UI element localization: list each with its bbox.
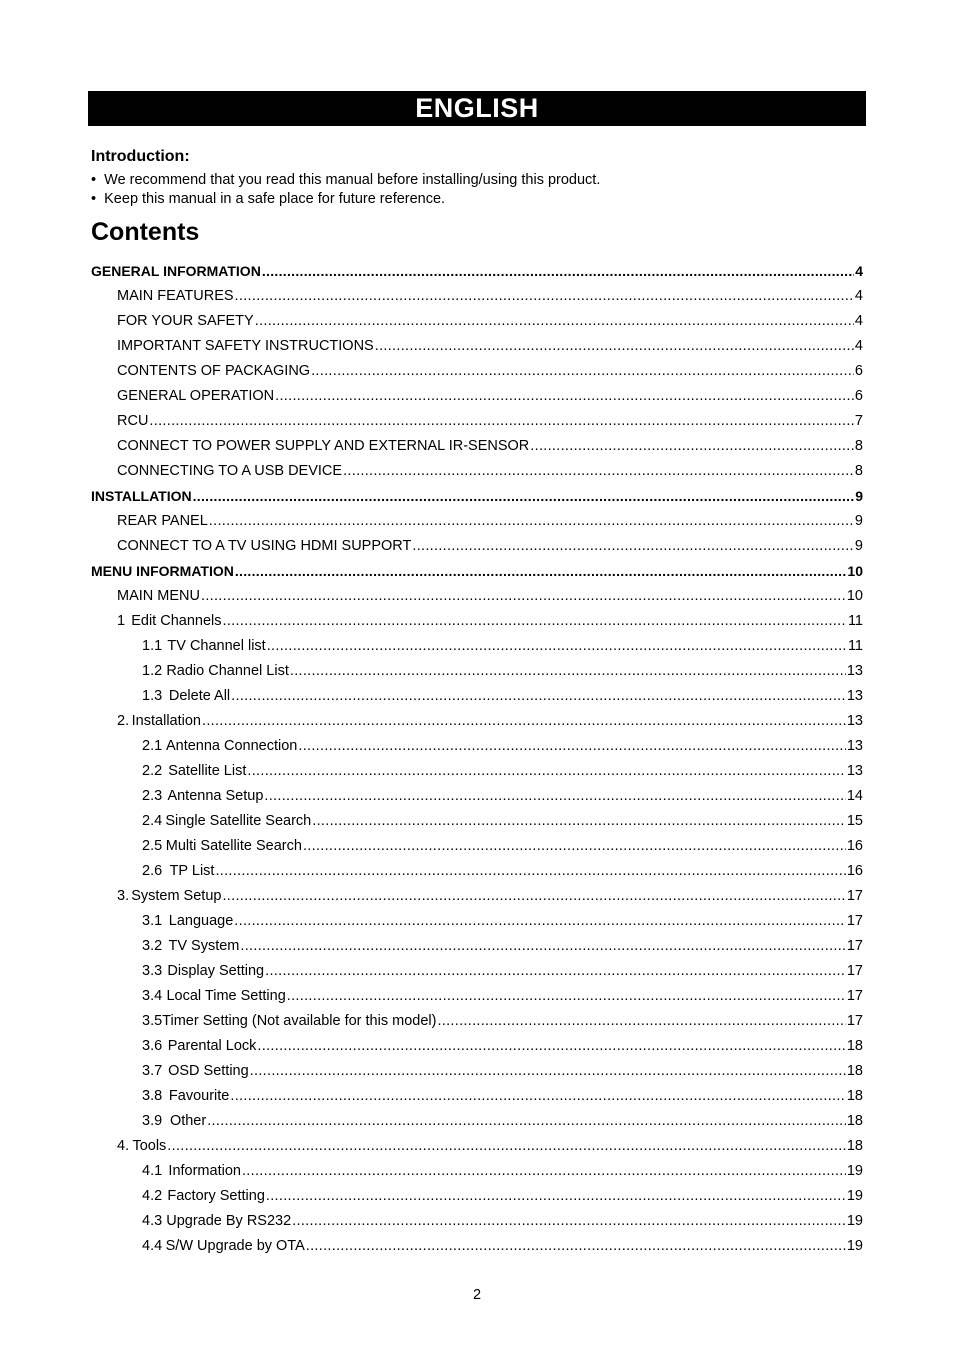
toc-entry-title: Display Setting [167, 963, 265, 979]
toc-entry-number: 2.6 [142, 863, 163, 879]
toc-dot-leader [209, 511, 854, 531]
toc-entry-number: 2. [117, 713, 130, 729]
toc-entry-number: 2.4 [142, 813, 163, 829]
toc-entry[interactable] [142, 761, 863, 781]
toc-dot-leader [290, 661, 846, 681]
toc-entry-number: 1.2 [142, 663, 163, 679]
toc-entry-title: RCU [117, 413, 149, 429]
toc-entry-page: 4 [854, 288, 863, 304]
toc-entry[interactable] [142, 1236, 863, 1256]
toc-entry-title: TP List [169, 863, 215, 879]
toc-entry[interactable] [117, 461, 863, 481]
toc-entry-page: 17 [846, 913, 863, 929]
toc-entry-title: Installation [131, 713, 201, 729]
toc-entry[interactable] [91, 261, 863, 281]
toc-entry[interactable] [142, 1186, 863, 1206]
toc-dot-leader [298, 736, 846, 756]
toc-entry-title: TV Channel list [167, 638, 266, 654]
toc-entry[interactable] [117, 536, 863, 556]
toc-entry-title: Local Time Setting [166, 988, 286, 1004]
toc-entry-page: 6 [854, 363, 863, 379]
toc-entry-title: Upgrade By RS232 [166, 1213, 292, 1229]
toc-entry-title: Language [168, 913, 234, 929]
toc-entry[interactable] [117, 386, 863, 406]
toc-entry[interactable] [142, 686, 863, 706]
toc-dot-leader [264, 786, 845, 806]
toc-entry-title: CONNECTING TO A USB DEVICE [117, 463, 343, 479]
toc-entry-page: 19 [846, 1213, 863, 1229]
toc-entry-page: 18 [846, 1088, 863, 1104]
toc-dot-leader [412, 536, 854, 556]
toc-entry-number: 4.2 [142, 1188, 163, 1204]
toc-entry-number: 1.3 [142, 688, 163, 704]
toc-entry-title: Other [169, 1113, 207, 1129]
toc-entry[interactable] [142, 1211, 863, 1231]
toc-entry[interactable] [117, 511, 863, 531]
toc-entry[interactable] [142, 636, 863, 656]
toc-entry-page: 16 [846, 863, 863, 879]
toc-entry-page: 17 [846, 1013, 863, 1029]
toc-entry-page: 10 [847, 563, 863, 579]
toc-entry-page: 17 [846, 938, 863, 954]
toc-entry-page: 17 [846, 988, 863, 1004]
bullet-text: Keep this manual in a safe place for future reference. [104, 191, 446, 207]
toc-entry-number: 1 [117, 613, 126, 629]
toc-entry-number: 2.5 [142, 838, 163, 854]
toc-entry[interactable] [117, 611, 863, 631]
toc-dot-leader [167, 1136, 846, 1156]
toc-entry-page: 18 [846, 1113, 863, 1129]
toc-entry-page: 13 [846, 663, 863, 679]
toc-entry-page: 14 [846, 788, 863, 804]
toc-entry-page: 13 [846, 713, 863, 729]
toc-entry-number: 2.1 [142, 738, 163, 754]
toc-entry-page: 4 [854, 338, 863, 354]
toc-entry[interactable] [142, 811, 863, 831]
toc-entry-number: 1.1 [142, 638, 163, 654]
toc-dot-leader [292, 1211, 846, 1231]
toc-entry-title: Information [168, 1163, 241, 1179]
toc-entry[interactable] [117, 311, 863, 331]
toc-dot-leader [343, 461, 854, 481]
toc-entry-number: 4.3 [142, 1213, 163, 1229]
toc-entry-page: 4 [855, 263, 863, 279]
toc-entry[interactable] [117, 361, 863, 381]
toc-dot-leader [530, 436, 854, 456]
toc-dot-leader [222, 886, 845, 906]
toc-entry[interactable] [117, 336, 863, 356]
toc-entry-title: Favourite [168, 1088, 230, 1104]
toc-entry[interactable] [142, 836, 863, 856]
toc-dot-leader [312, 811, 846, 831]
toc-entry[interactable] [142, 1036, 863, 1056]
toc-dot-leader [201, 586, 846, 606]
toc-entry-page: 19 [846, 1188, 863, 1204]
page-number: 2 [472, 1287, 482, 1303]
toc-entry-number: 3.4 [142, 988, 163, 1004]
introduction-list [91, 171, 600, 209]
toc-entry-page: 9 [855, 488, 863, 504]
toc-dot-leader [265, 961, 846, 981]
toc-entry-title: Timer Setting (Not available for this model) [162, 1013, 437, 1029]
toc-entry-title: Single Satellite Search [165, 813, 312, 829]
toc-dot-leader [247, 761, 845, 781]
toc-entry-number: 3.8 [142, 1088, 163, 1104]
toc-entry-title: Antenna Setup [167, 788, 264, 804]
toc-entry-number: 3.2 [142, 938, 163, 954]
introduction-bullet: • We recommend that you read this manual before installing/using this product. [91, 172, 601, 188]
toc-entry[interactable] [142, 786, 863, 806]
toc-entry-title: GENERAL OPERATION [117, 388, 275, 404]
toc-entry-title: MAIN MENU [117, 588, 200, 604]
toc-entry-title: System Setup [131, 888, 222, 904]
toc-dot-leader [240, 936, 845, 956]
contents-heading: Contents [91, 218, 200, 246]
toc-entry-page: 11 [847, 613, 863, 629]
toc-entry[interactable] [142, 661, 863, 681]
toc-entry-page: 15 [846, 813, 863, 829]
toc-entry-page: 11 [847, 638, 863, 654]
toc-entry-title: FOR YOUR SAFETY [117, 313, 254, 329]
toc-dot-leader [303, 836, 846, 856]
toc-entry-number: 3. [117, 888, 130, 904]
toc-entry[interactable] [91, 561, 863, 581]
toc-entry[interactable] [117, 886, 863, 906]
toc-dot-leader [262, 261, 854, 281]
toc-entry-page: 19 [846, 1163, 863, 1179]
toc-entry-number: 4.4 [142, 1238, 163, 1254]
toc-entry[interactable] [117, 711, 863, 731]
toc-entry[interactable] [142, 861, 863, 881]
toc-entry-title: MAIN FEATURES [117, 288, 234, 304]
toc-dot-leader [202, 711, 846, 731]
toc-dot-leader [234, 911, 846, 931]
toc-dot-leader [215, 861, 845, 881]
toc-entry-number: 2.2 [142, 763, 163, 779]
toc-entry-page: 8 [854, 438, 863, 454]
toc-entry-page: 18 [846, 1063, 863, 1079]
toc-dot-leader [149, 411, 854, 431]
toc-dot-leader [235, 286, 854, 306]
toc-entry-page: 17 [846, 963, 863, 979]
toc-entry-title: MENU INFORMATION [91, 563, 234, 579]
toc-entry-title: CONNECT TO A TV USING HDMI SUPPORT [117, 538, 412, 554]
toc-entry-title: CONTENTS OF PACKAGING [117, 363, 311, 379]
toc-entry-page: 18 [846, 1038, 863, 1054]
toc-entry-title: Edit Channels [131, 613, 222, 629]
toc-entry-title: Factory Setting [167, 1188, 265, 1204]
toc-entry-title: GENERAL INFORMATION [91, 263, 261, 279]
toc-entry-title: Parental Lock [167, 1038, 257, 1054]
toc-entry-page: 19 [846, 1238, 863, 1254]
toc-entry-page: 13 [846, 688, 863, 704]
toc-entry-title: TV System [168, 938, 240, 954]
toc-entry[interactable] [117, 1136, 863, 1156]
toc-entry-number: 3.7 [142, 1063, 163, 1079]
toc-entry-number: 3.5 [142, 1013, 163, 1029]
toc-dot-leader [242, 1161, 846, 1181]
toc-entry[interactable] [117, 436, 863, 456]
toc-entry[interactable] [117, 586, 863, 606]
toc-dot-leader [222, 611, 846, 631]
bullet-text: We recommend that you read this manual before installing/using this product. [104, 172, 601, 188]
toc-entry[interactable] [142, 1061, 863, 1081]
toc-entry[interactable] [142, 936, 863, 956]
toc-dot-leader [193, 486, 855, 506]
toc-entry-page: 7 [854, 413, 863, 429]
toc-dot-leader [275, 386, 854, 406]
toc-entry[interactable] [142, 1161, 863, 1181]
toc-dot-leader [266, 1186, 846, 1206]
toc-entry-page: 10 [846, 588, 863, 604]
toc-entry[interactable] [142, 961, 863, 981]
toc-dot-leader [437, 1011, 845, 1031]
introduction-bullet: • Keep this manual in a safe place for future reference. [91, 191, 446, 207]
toc-entry-title: REAR PANEL [117, 513, 208, 529]
toc-entry-title: Radio Channel List [166, 663, 289, 679]
toc-entry-title: INSTALLATION [91, 488, 192, 504]
toc-entry-title: IMPORTANT SAFETY INSTRUCTIONS [117, 338, 374, 354]
toc-entry-number: 3.9 [142, 1113, 163, 1129]
toc-dot-leader [230, 1086, 845, 1106]
toc-entry-title: Multi Satellite Search [165, 838, 302, 854]
toc-entry-page: 6 [854, 388, 863, 404]
toc-entry-page: 4 [854, 313, 863, 329]
toc-dot-leader [267, 636, 847, 656]
toc-dot-leader [257, 1036, 845, 1056]
toc-dot-leader [375, 336, 854, 356]
toc-entry[interactable] [91, 486, 863, 506]
toc-dot-leader [306, 1236, 846, 1256]
toc-entry-title: OSD Setting [168, 1063, 249, 1079]
toc-entry-page: 8 [854, 463, 863, 479]
toc-dot-leader [231, 686, 846, 706]
toc-entry-number: 3.1 [142, 913, 163, 929]
toc-entry[interactable] [142, 1086, 863, 1106]
toc-dot-leader [287, 986, 846, 1006]
toc-entry-title: Satellite List [168, 763, 247, 779]
toc-entry-number: 4.1 [142, 1163, 163, 1179]
toc-dot-leader [255, 311, 854, 331]
toc-entry-page: 13 [846, 738, 863, 754]
toc-entry-page: 9 [854, 513, 863, 529]
toc-entry[interactable] [142, 1011, 863, 1031]
toc-entry[interactable] [142, 986, 863, 1006]
toc-entry[interactable] [142, 736, 863, 756]
toc-entry-page: 13 [846, 763, 863, 779]
toc-entry[interactable] [142, 1111, 863, 1131]
toc-entry-page: 16 [846, 838, 863, 854]
language-banner: ENGLISH [88, 91, 866, 126]
toc-dot-leader [311, 361, 854, 381]
toc-entry-page: 9 [854, 538, 863, 554]
introduction-heading: Introduction: [91, 148, 190, 165]
toc-entry-number: 4. [117, 1138, 130, 1154]
toc-entry[interactable] [142, 911, 863, 931]
toc-dot-leader [235, 561, 847, 581]
toc-entry-title: Tools [132, 1138, 167, 1154]
toc-entry-page: 18 [846, 1138, 863, 1154]
toc-entry-page: 17 [846, 888, 863, 904]
toc-entry-number: 3.6 [142, 1038, 163, 1054]
toc-entry-title: Antenna Connection [165, 738, 298, 754]
toc-dot-leader [207, 1111, 846, 1131]
toc-entry[interactable] [117, 286, 863, 306]
toc-entry-title: S/W Upgrade by OTA [165, 1238, 305, 1254]
toc-entry-title: CONNECT TO POWER SUPPLY AND EXTERNAL IR-SENSOR [117, 438, 530, 454]
toc-entry[interactable] [117, 411, 863, 431]
toc-entry-number: 2.3 [142, 788, 163, 804]
toc-entry-title: Delete All [168, 688, 231, 704]
toc-dot-leader [250, 1061, 846, 1081]
toc-entry-number: 3.3 [142, 963, 163, 979]
